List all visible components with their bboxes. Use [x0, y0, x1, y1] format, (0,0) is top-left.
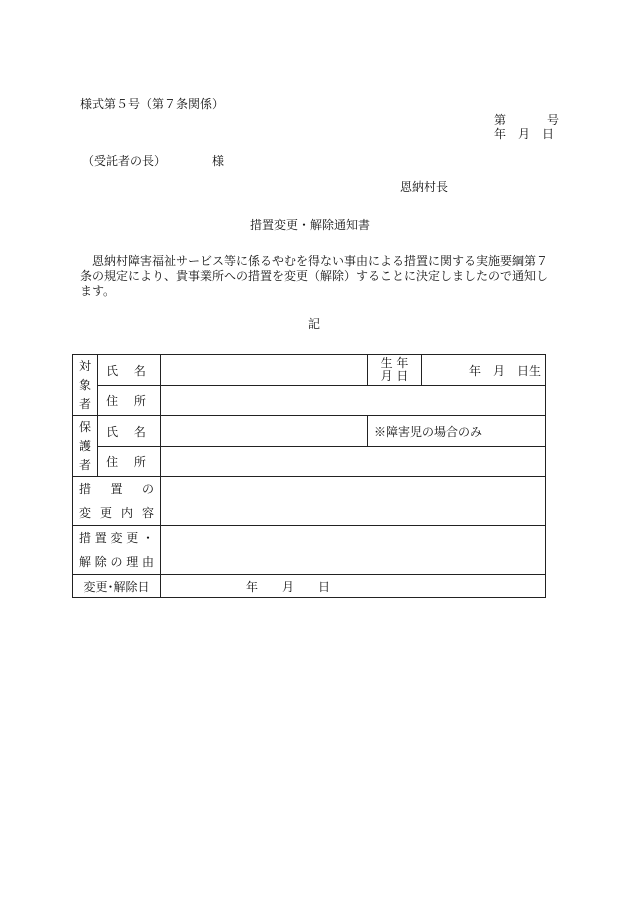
- table-row: [73, 526, 546, 575]
- table-row: [73, 447, 546, 477]
- guardian-note: ※障害児の場合のみ: [368, 416, 546, 447]
- change-content-field[interactable]: [161, 477, 546, 526]
- change-reason-field[interactable]: [161, 526, 546, 575]
- table-row: [73, 355, 546, 386]
- subject-group-label: 対 象 者: [73, 355, 98, 416]
- form-number-label: 様式第５号（第７条関係）: [80, 97, 225, 111]
- table-row: [73, 575, 546, 598]
- recipient-name: （受託者の長）: [82, 154, 167, 168]
- birthdate-label: 生 年 月 日: [368, 355, 422, 386]
- change-date-field[interactable]: 年 月 日: [161, 575, 546, 598]
- table-row: [73, 477, 546, 526]
- body-text: 恩納村障害福祉サービス等に係るやむを得ない事由による措置に関する実施要綱第７条の規定により、貴事業所への措置を変更（解除）することに決定しましたので通知します。: [80, 254, 549, 298]
- recipient: [82, 154, 225, 168]
- guardian-address-label: 住 所: [98, 447, 161, 477]
- guardian-name-label: 氏 名: [98, 416, 161, 447]
- document-number-suffix: 号: [547, 113, 560, 127]
- guardian-name-field[interactable]: [161, 416, 368, 447]
- issue-date: 年 月 日: [494, 127, 555, 141]
- birthdate-field[interactable]: 年 月 日生: [422, 355, 546, 386]
- sender: 恩納村長: [400, 180, 449, 194]
- document-number: [494, 113, 560, 127]
- change-content-label: 措置の 変更内容: [73, 477, 161, 526]
- subject-address-label: 住 所: [98, 386, 161, 416]
- table-row: [73, 416, 546, 447]
- guardian-address-field[interactable]: [161, 447, 546, 477]
- ki-heading: 記: [308, 317, 321, 331]
- document-title: 措置変更・解除通知書: [250, 218, 371, 232]
- subject-name-label: 氏 名: [98, 355, 161, 386]
- document-number-prefix: 第: [494, 113, 507, 127]
- subject-address-field[interactable]: [161, 386, 546, 416]
- guardian-group-label: 保 護 者: [73, 416, 98, 477]
- change-reason-label: 措置変更・ 解除の理由: [73, 526, 161, 575]
- subject-name-field[interactable]: [161, 355, 368, 386]
- table-row: [73, 386, 546, 416]
- notice-table: [72, 354, 546, 598]
- recipient-honorific: 様: [212, 154, 225, 168]
- change-date-label: 変更･解除日: [73, 575, 161, 598]
